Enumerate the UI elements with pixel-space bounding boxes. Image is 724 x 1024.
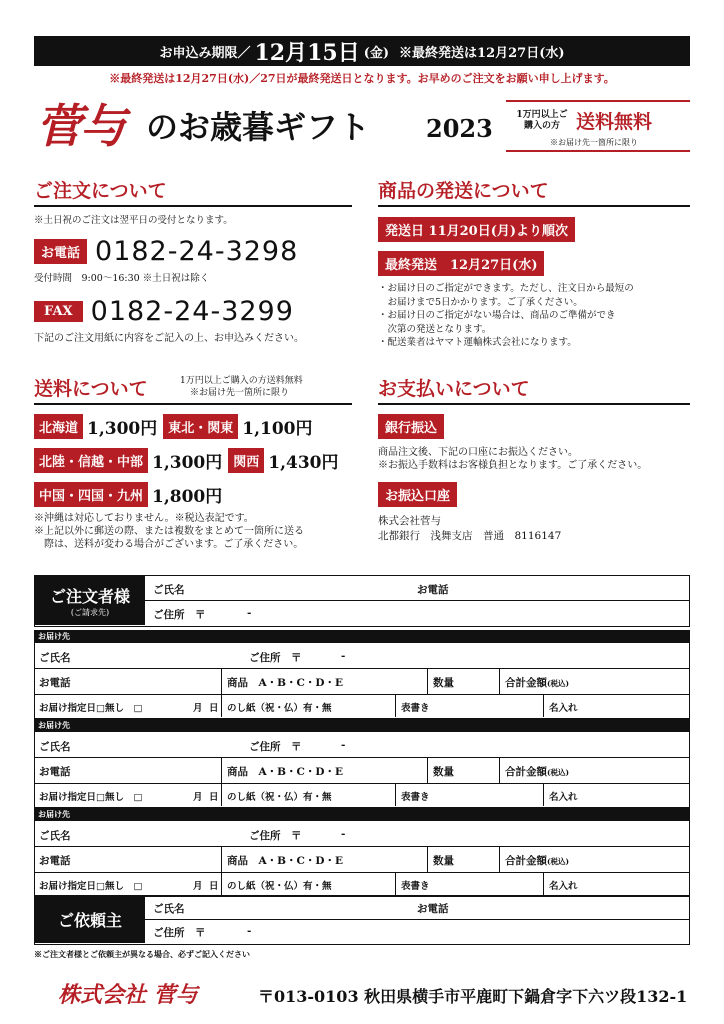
rate-region: 北海道 — [34, 414, 83, 439]
shipping-notes — [378, 282, 634, 350]
phone-row — [34, 236, 298, 267]
divider — [543, 872, 544, 895]
month-label: 月 — [193, 792, 203, 803]
orderer-address-field[interactable]: ご住所 〒 — [153, 609, 206, 621]
dest-omotegaki-field[interactable]: 表書き — [401, 792, 430, 803]
brand-logo: 菅与 — [36, 99, 124, 153]
shipping-note-line: 次第の発送となります。 — [378, 323, 492, 335]
dest-date-field[interactable] — [39, 878, 142, 892]
dest-address-field[interactable]: ご住所 〒 — [249, 741, 302, 753]
date-none-checkbox[interactable]: □無し □ — [96, 881, 143, 892]
rate-price: 1,300円 — [87, 419, 158, 439]
bottom-note: ※ご注文者様とご依頼主が異なる場合、必ずご記入ください — [34, 949, 250, 959]
dest-quantity-field[interactable]: 数量 — [433, 677, 454, 689]
orderer-label-cell — [35, 576, 145, 625]
month-label: 月 — [193, 703, 203, 714]
orderer-sub: (ご請求先) — [70, 607, 110, 617]
dest-phone-field[interactable]: お電話 — [39, 855, 71, 867]
divider — [35, 757, 689, 758]
ship-start-tag: 発送日 11月20日(月)より順次 — [378, 217, 575, 242]
account-name: 株式会社菅与 — [378, 515, 441, 527]
divider — [499, 668, 500, 694]
destination-box — [34, 821, 690, 897]
dest-omotegaki-field[interactable]: 表書き — [401, 881, 430, 892]
dest-name-field[interactable]: ご氏名 — [39, 830, 71, 842]
date-spec-label: お届け指定日 — [39, 703, 97, 714]
tax-label: (税込) — [547, 857, 570, 866]
tax-label: (税込) — [547, 679, 570, 688]
page-title: のお歳暮ギフト — [146, 108, 371, 146]
order-heading: ご注文について — [34, 176, 352, 207]
dest-total-field[interactable] — [505, 764, 569, 779]
day-label: 日 — [209, 703, 219, 714]
fee-heading: 送料について — [34, 374, 352, 405]
total-label: 合計金額 — [505, 766, 547, 778]
requester-box — [34, 895, 690, 945]
dest-noshi-field[interactable]: のし紙（祝・仏）有・無 — [227, 881, 332, 892]
dest-address-field[interactable]: ご住所 〒 — [249, 830, 302, 842]
dest-name-field[interactable]: ご氏名 — [39, 652, 71, 664]
requester-address-field[interactable]: ご住所 〒 — [153, 927, 206, 939]
dest-address-field[interactable]: ご住所 〒 — [249, 652, 302, 664]
requester-label: ご依頼主 — [57, 911, 122, 930]
fax-row — [34, 296, 294, 327]
rate-row — [34, 448, 341, 473]
divider — [395, 694, 396, 717]
footer-address: 〒013-0103 秋田県横手市平鹿町下鍋倉字下六ツ段132-1 — [258, 987, 688, 1006]
month-label: 月 — [193, 881, 203, 892]
date-spec-label: お届け指定日 — [39, 792, 97, 803]
rate-row — [34, 482, 224, 507]
divider — [395, 783, 396, 806]
rate-price: 1,430円 — [268, 453, 339, 473]
rate-region: 東北・関東 — [163, 414, 238, 439]
divider — [543, 694, 544, 717]
requester-phone-field[interactable]: お電話 — [417, 903, 449, 915]
deadline-date: 12月15日 — [254, 39, 360, 66]
bank-note-1: 商品注文後、下記の口座にお振込ください。 — [378, 447, 578, 458]
divider — [499, 757, 500, 783]
fee-note-line: 際は、送料が変わる場合がございます。ご了承ください。 — [34, 539, 304, 550]
free-shipping-label: 送料無料 — [576, 111, 653, 133]
dest-quantity-field[interactable]: 数量 — [433, 855, 454, 867]
title-year: 2023 — [426, 114, 493, 143]
ship-last-tag: 最終発送 12月27日(水) — [378, 251, 544, 276]
dest-noshi-field[interactable]: のし紙（祝・仏）有・無 — [227, 792, 332, 803]
date-spec-label: お届け指定日 — [39, 881, 97, 892]
divider — [35, 846, 689, 847]
account-tag: お振込口座 — [378, 482, 457, 507]
bank-notes — [378, 446, 647, 472]
last-ship-text: ※最終発送は12月27日(水) — [399, 45, 565, 61]
shipping-note-line: ・お届け日のご指定がない場合は、商品のご準備ができ — [378, 310, 616, 321]
orderer-box — [34, 575, 690, 627]
date-none-checkbox[interactable]: □無し □ — [96, 792, 143, 803]
fee-subnote — [176, 375, 303, 399]
shipping-note-line: ・お届け日のご指定ができます。ただし、注文日から最短の — [378, 283, 634, 294]
fax-note: 下記のご注文用紙に内容をご記入の上、お申込みください。 — [34, 333, 304, 344]
address-dash: - — [247, 925, 252, 937]
rate-row — [34, 414, 315, 439]
deadline-label: お申込み期限／ — [159, 45, 251, 61]
rate-region: 中国・四国・九州 — [34, 482, 148, 507]
destination-box — [34, 732, 690, 808]
dest-total-field[interactable] — [505, 675, 569, 690]
rate-region: 北陸・信越・中部 — [34, 448, 148, 473]
phone-tag: お電話 — [34, 239, 87, 264]
fee-note-line: ※上記以外に郵送の際、または複数をまとめて一箇所に送る — [34, 526, 304, 537]
orderer-phone-field[interactable]: お電話 — [417, 584, 449, 596]
divider — [35, 872, 689, 873]
dest-naire-field[interactable]: 名入れ — [549, 792, 578, 803]
deadline-dow: (金) — [363, 45, 390, 61]
phone-number: 0182-24-3298 — [95, 236, 299, 267]
dest-date-field[interactable] — [39, 700, 142, 714]
destination-box — [34, 643, 690, 719]
rate-price: 1,100円 — [242, 419, 313, 439]
shipping-note-line: ・配送業者はヤマト運輸株式会社になります。 — [378, 337, 577, 348]
divider — [427, 668, 428, 694]
dest-naire-field[interactable]: 名入れ — [549, 881, 578, 892]
fee-notes — [34, 512, 304, 551]
divider — [427, 757, 428, 783]
account-info — [378, 514, 561, 544]
date-none-checkbox[interactable]: □無し □ — [96, 703, 143, 714]
bank-tag: 銀行振込 — [378, 414, 444, 439]
divider — [499, 846, 500, 872]
divider — [427, 846, 428, 872]
divider — [145, 919, 689, 920]
orderer-name-field[interactable]: ご氏名 — [153, 584, 185, 596]
divider — [35, 783, 689, 784]
rate-price: 1,300円 — [152, 453, 223, 473]
free-shipping-condition: 1万円以上ご購入の方 — [516, 110, 568, 131]
account-detail: 北都銀行 浅舞支店 普通 8116147 — [378, 530, 562, 542]
day-label: 日 — [209, 881, 219, 892]
dest-product-field[interactable]: 商品 A・B・C・D・E — [227, 766, 343, 778]
total-label: 合計金額 — [505, 677, 547, 689]
divider — [395, 872, 396, 895]
dest-date-field[interactable] — [39, 789, 142, 803]
destination-band: お届け先 — [34, 808, 690, 821]
destination-band: お届け先 — [34, 719, 690, 732]
dest-phone-field[interactable]: お電話 — [39, 677, 71, 689]
total-label: 合計金額 — [505, 855, 547, 867]
bank-note-2: ※お振込手数料はお客様負担となります。ご了承ください。 — [378, 460, 648, 471]
fax-tag: FAX — [34, 301, 83, 322]
dest-noshi-field[interactable]: のし紙（祝・仏）有・無 — [227, 703, 332, 714]
divider — [35, 668, 689, 669]
tax-label: (税込) — [547, 768, 570, 777]
dest-product-field[interactable]: 商品 A・B・C・D・E — [227, 677, 343, 689]
divider — [145, 600, 689, 601]
address-dash: - — [247, 607, 252, 619]
dest-phone-field[interactable]: お電話 — [39, 766, 71, 778]
dest-product-field[interactable]: 商品 A・B・C・D・E — [227, 855, 343, 867]
divider — [35, 694, 689, 695]
deadline-banner — [34, 36, 690, 66]
fax-number: 0182-24-3299 — [90, 296, 294, 327]
payment-heading: お支払いについて — [378, 374, 690, 405]
dest-quantity-field[interactable]: 数量 — [433, 766, 454, 778]
address-dash: - — [341, 828, 346, 840]
rate-price: 1,800円 — [152, 487, 223, 507]
footer-logo: 株式会社 菅与 — [58, 982, 198, 1008]
divider — [221, 846, 222, 895]
dest-total-field[interactable] — [505, 853, 569, 868]
address-dash: - — [341, 650, 346, 662]
address-dash: - — [341, 739, 346, 751]
divider — [543, 783, 544, 806]
divider — [221, 757, 222, 806]
orderer-label: ご注文者様 — [49, 586, 130, 606]
shipping-note-line: お届けまで5日かかります。ご了承ください。 — [378, 296, 583, 308]
day-label: 日 — [209, 792, 219, 803]
dest-omotegaki-field[interactable]: 表書き — [401, 703, 430, 714]
requester-label-cell — [35, 896, 145, 943]
rate-region: 関西 — [228, 448, 264, 473]
shipping-heading: 商品の発送について — [378, 176, 690, 207]
notice-text: ※最終発送は12月27日(水)／27日が最終発送日となります。お早めのご注文をお願い申し上げます。 — [109, 72, 615, 85]
free-shipping-note: ※お届け先一箇所に限り — [550, 138, 638, 147]
destination-band: お届け先 — [34, 630, 690, 643]
fee-sub1: 1万円以上ご購入の方送料無料 — [180, 376, 303, 386]
weekend-note: ※土日祝のご注文は翌平日の受付となります。 — [34, 215, 233, 226]
fee-note-line: ※沖縄は対応しておりません。※税込表記です。 — [34, 513, 254, 524]
free-shipping-box — [506, 100, 690, 152]
requester-name-field[interactable]: ご氏名 — [153, 903, 185, 915]
dest-naire-field[interactable]: 名入れ — [549, 703, 578, 714]
fee-sub2: ※お届け先一箇所に限り — [190, 388, 290, 398]
phone-hours: 受付時間 9:00～16:30 ※土日祝は除く — [34, 273, 210, 284]
divider — [221, 668, 222, 717]
dest-name-field[interactable]: ご氏名 — [39, 741, 71, 753]
